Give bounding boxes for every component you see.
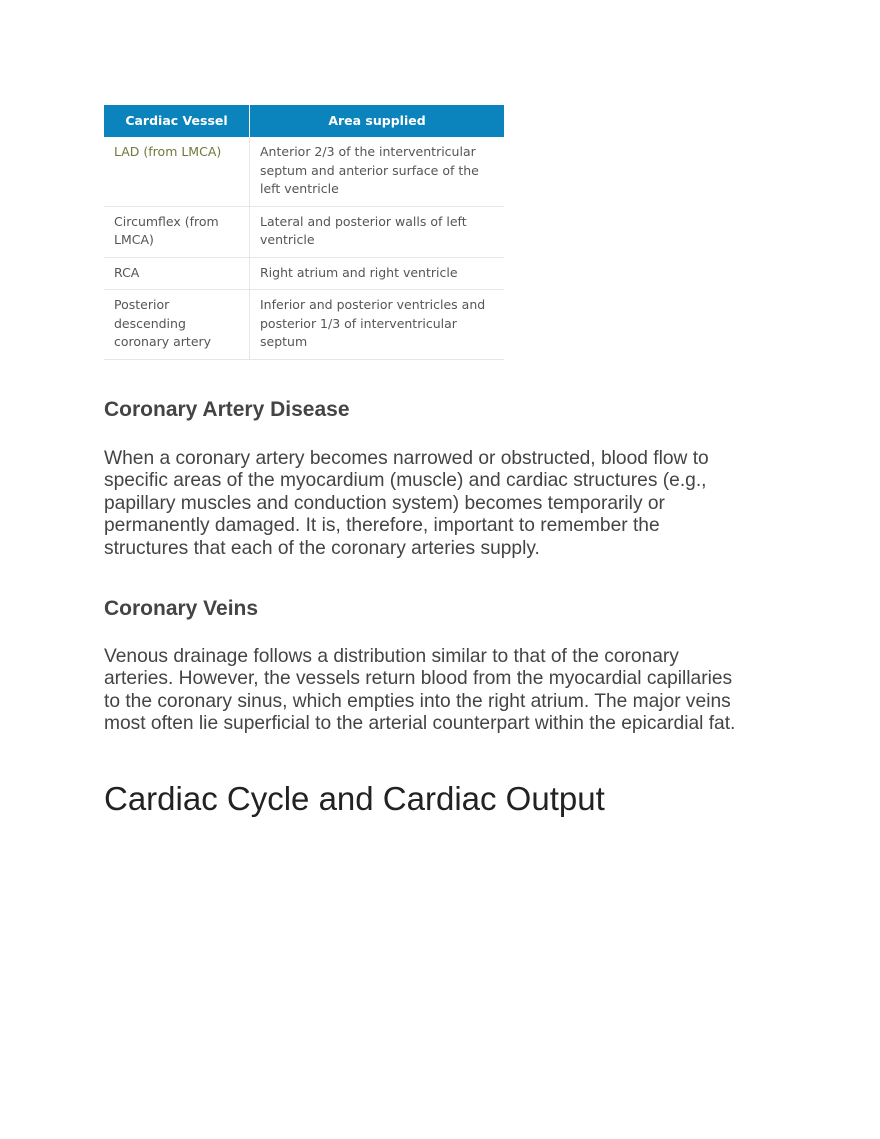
table-row	[104, 206, 504, 257]
vessel-cell: RCA	[104, 257, 250, 290]
vessel-cell: LAD (from LMCA)	[104, 137, 250, 206]
cardiac-cycle-heading: Cardiac Cycle and Cardiac Output	[104, 780, 605, 817]
coronary-artery-disease-paragraph: When a coronary artery becomes narrowed or obstructed, blood flow to specific areas of the myocardium (muscle) and cardiac structures (e.g., papillary muscles and conduction system) becomes temporarily or permanently damaged. It is, therefore, important to remember the structures that each of the coronary arteries supply.	[104, 448, 709, 559]
area-cell: Anterior 2/3 of the interventricular septum and anterior surface of the left ventricle	[250, 137, 505, 206]
table-header-row	[104, 105, 504, 137]
area-cell: Right atrium and right ventricle	[250, 257, 505, 290]
coronary-veins-heading: Coronary Veins	[104, 597, 259, 620]
area-cell: Inferior and posterior ventricles and posterior 1/3 of interventricular septum	[250, 290, 505, 360]
area-cell: Lateral and posterior walls of left ventricle	[250, 206, 505, 257]
coronary-veins-paragraph: Venous drainage follows a distribution similar to that of the coronary arteries. However, the vessels return blood from the myocardial capillaries to the coronary sinus, which empties into the right atrium. The major veins most often lie superficial to the arterial counterpart within the epicardial fat.	[104, 646, 736, 735]
header-cardiac-vessel: Cardiac Vessel	[104, 105, 250, 137]
vessel-cell: Posterior descending coronary artery	[104, 290, 250, 360]
cardiac-vessel-table	[104, 105, 504, 360]
table-row	[104, 290, 504, 360]
header-area-supplied: Area supplied	[250, 105, 505, 137]
coronary-artery-disease-heading: Coronary Artery Disease	[104, 398, 350, 421]
table-row	[104, 257, 504, 290]
vessel-cell: Circumflex (from LMCA)	[104, 206, 250, 257]
table-row	[104, 137, 504, 206]
